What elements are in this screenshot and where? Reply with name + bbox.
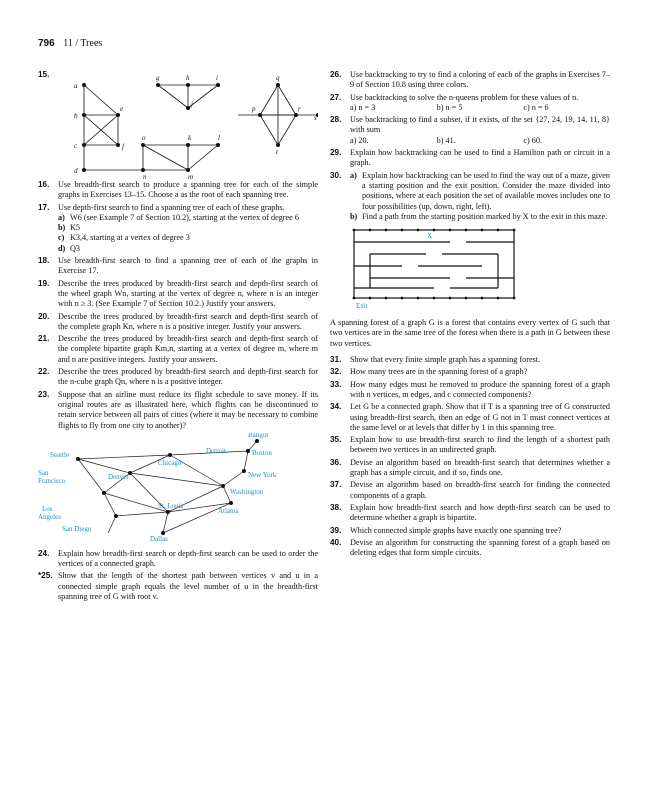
part-label: b): [58, 223, 66, 233]
exercise: [330, 171, 610, 222]
city-st-louis: St. Louis: [158, 501, 184, 510]
exercise-text: Show that every finite simple graph has a spanning forest.: [350, 355, 541, 365]
exercise-number: 28.: [330, 115, 342, 125]
exercise-number: 20.: [38, 311, 50, 321]
exercise: [38, 549, 318, 570]
exercise-number: 27.: [330, 92, 342, 102]
exercise-option: a) 20.: [350, 135, 369, 145]
city-bangor: Bangor: [248, 432, 269, 439]
exercise-text: Explain how backtracking can be used to find a Hamilton path or circuit in a graph.: [350, 148, 610, 168]
exercise-number: 17.: [38, 202, 50, 212]
city-washington: Washington: [230, 487, 264, 496]
exercise-options: [350, 136, 610, 146]
exercise-text: Show that the length of the shortest path between vertices v and u in a connected simple graph equals the level number of u in the breadth-first spanning tree of G with root v.: [58, 571, 318, 602]
exercise-text: Describe the trees produced by breadth-first search and depth-first search of the complete graph Kn, where n is a positive integer. Justify your answers.: [58, 311, 318, 331]
part-label: b): [350, 211, 358, 221]
exercise-number: 21.: [38, 334, 50, 344]
part-label: a): [350, 170, 357, 180]
exercise-text: Describe the trees produced by breadth-first search and depth-first search of the wheel graph Wn, starting at the vertex of degree n, where n is an integer with n ≥ 3. (See Example 7 of Section 10.2.) Justify your answers.: [58, 278, 318, 309]
exercise-part: [58, 213, 318, 223]
exercise-number: 39.: [330, 525, 342, 535]
exercise-options: [350, 103, 610, 113]
exercise-number: 15.: [38, 70, 50, 79]
airline-route-map: [38, 433, 318, 543]
city-detroit: Detroit: [206, 446, 226, 455]
exercise-number: 34.: [330, 402, 342, 412]
exercise-number: 23.: [38, 389, 50, 399]
city-los-angeles-2: Angeles: [38, 512, 61, 521]
exercise-number: 37.: [330, 480, 342, 490]
exercise-text: How many edges must be removed to produce the spanning forest of a graph with n vertices, m edges, and c connected components?: [350, 379, 610, 399]
exercise: [330, 115, 610, 146]
exercise-number: 18.: [38, 256, 50, 266]
part-label: a): [58, 212, 65, 222]
exercise-number: *25.: [38, 571, 53, 581]
city-boston: Boston: [252, 448, 272, 457]
exercise-number: 16.: [38, 180, 50, 189]
exercise-number: 33.: [330, 379, 342, 389]
exercise: [38, 180, 318, 201]
exercise-option: c) n = 6: [523, 102, 549, 112]
part-text: K3,4, starting at a vertex of degree 3: [70, 233, 190, 243]
maze-figure: [330, 226, 610, 312]
exercise: [38, 256, 318, 277]
right-exercises: [330, 70, 610, 222]
left-column: [38, 70, 318, 604]
exercise-part: [350, 171, 610, 212]
exercise-number: 31.: [330, 355, 342, 365]
exercise-text: Use backtracking to find a subset, if it exists, of the set {27, 24, 19, 14, 11, 8} with sum: [350, 115, 610, 135]
city-san-francisco-1: San: [38, 468, 49, 477]
graph-15: [38, 70, 318, 180]
exercise: [330, 526, 610, 536]
city-chicago: Chicago: [158, 458, 182, 467]
part-text: Q3: [70, 243, 81, 253]
exercise-text: Devise an algorithm for constructing the spanning forest of a graph based on deleting edges that form simple circuits.: [350, 537, 610, 558]
exercise: [330, 402, 610, 433]
maze-start-marker: X: [427, 232, 433, 241]
exercise: [330, 435, 610, 456]
exercise: [330, 458, 610, 479]
exercise-part: [350, 212, 610, 222]
exercise-number: 35.: [330, 435, 342, 445]
part-text: Find a path from the starting position marked by X to the exit in this maze.: [362, 211, 608, 221]
exercise-number: 29.: [330, 148, 342, 158]
exercise-15-figure: [38, 70, 318, 180]
exercise-text: Let G be a connected graph. Show that if T is a spanning tree of G constructed using breadth-first search, then an edge of G not in T must connect vertices at the same level or at levels that differ by 1 in this spanning tree.: [350, 402, 610, 432]
exercise-text: How many trees are in the spanning forest of a graph?: [350, 367, 528, 377]
exercise: [330, 380, 610, 401]
exercise-text: Suppose that an airline must reduce its flight schedule to save money. If its original routes are as illustrated here, which flights can be discontinued to retain service between all pairs of cities (where it may be necessary to combine flights to fly from one city to another)?: [58, 389, 318, 430]
label-t: t: [276, 148, 278, 156]
label-e: e: [120, 105, 124, 113]
exercise-number: 24.: [38, 548, 50, 558]
label-f: f: [122, 143, 124, 151]
right-column: [330, 70, 610, 560]
exercise: [330, 355, 610, 365]
label-i: i: [216, 74, 218, 82]
exercise: [330, 70, 610, 91]
exercise-number: 30.: [330, 170, 342, 180]
label-r: r: [298, 105, 301, 113]
exercise-text: Describe the trees produced by breadth-first search and depth-first search for the n-cube graph Qn, where n is a positive integer.: [58, 367, 318, 387]
exercise-number: 26.: [330, 70, 342, 79]
exercise-part: [58, 233, 318, 243]
exercise-number: 40.: [330, 537, 342, 547]
exercise-part: [58, 223, 318, 233]
exercise-text: Use backtracking to solve the n-queens problem for these values of n.: [350, 92, 579, 102]
exercise-text: Devise an algorithm based on breadth-first search for finding the connected components of a graph.: [350, 480, 610, 500]
city-dallas: Dallas: [150, 534, 168, 543]
label-n: n: [143, 173, 147, 180]
label-h: h: [186, 74, 190, 82]
exercise-option: a) n = 3: [350, 102, 376, 112]
label-m: m: [188, 173, 194, 180]
page-header: [38, 38, 102, 49]
exercise-text: Use depth-first search to find a spanning tree of each of these graphs.: [58, 202, 285, 212]
label-p: p: [252, 105, 256, 113]
running-title: 11 / Trees: [63, 38, 103, 49]
label-j: j: [191, 100, 193, 108]
label-l: l: [218, 134, 220, 142]
exercise-number: 38.: [330, 502, 342, 512]
city-new-york: New York: [248, 470, 277, 479]
exercise-text: Which connected simple graphs have exactly one spanning tree?: [350, 525, 562, 535]
label-o: o: [142, 134, 146, 142]
exercise-text: Use breadth-first search to find a spanning tree of each of the graphs in Exercise 17.: [58, 256, 318, 276]
left-exercises: [38, 180, 318, 431]
right-exercises-after: [330, 355, 610, 558]
page-number: 796: [38, 38, 55, 49]
exercise-text: Explain how to use breadth-first search to find the length of a shortest path between two vertices in an undirected graph.: [350, 435, 610, 455]
part-label: d): [58, 243, 66, 253]
city-seattle: Seattle: [50, 450, 70, 459]
exercise: [38, 367, 318, 388]
maze-exit-label: Exit: [356, 302, 368, 311]
exercise-number: 32.: [330, 367, 342, 377]
exercise-text: Explain how breadth-first search and how depth-first search can be used to determine whether a graph is bipartite.: [350, 502, 610, 523]
exercise-option: b) n = 5: [436, 102, 463, 112]
exercise-option: b) 41.: [436, 135, 456, 145]
label-d: d: [74, 167, 78, 175]
city-san-francisco-2: Francisco: [38, 476, 66, 485]
exercise-number: 22.: [38, 367, 50, 377]
city-atlanta: Atlanta: [218, 506, 239, 515]
exercise-text: Use breadth-first search to produce a spanning tree for each of the simple graphs in Exercises 13–15. Choose a as the root of each spanning tree.: [58, 180, 318, 200]
label-s: s: [314, 114, 317, 122]
exercise: [38, 390, 318, 431]
exercise-part: [58, 244, 318, 254]
part-label: c): [58, 233, 65, 243]
exercise: [330, 148, 610, 169]
part-text: W6 (see Example 7 of Section 10.2), starting at the vertex of degree 6: [70, 212, 299, 222]
city-denver: Denver: [108, 472, 129, 481]
left-exercises-after: [38, 549, 318, 602]
exercise-text: Describe the trees produced by breadth-first search and depth-first search of the complete bipartite graph Km,n, starting at a vertex of degree m, where m and n are positive integers. Justify your answers.: [58, 334, 318, 364]
exercise-number: 36.: [330, 457, 342, 467]
exercise: [38, 203, 318, 254]
exercise: [330, 503, 610, 524]
label-b: b: [74, 112, 78, 120]
part-text: Explain how backtracking can be used to find the way out of a maze, given a starting position and the exit position. Consider the maze divided into positions, where at each position the set of available moves includes one to four possibilities (up, down, right, left).: [362, 170, 610, 211]
exercise-number: 19.: [38, 278, 50, 288]
exercise: [38, 279, 318, 310]
exercise: [38, 334, 318, 365]
exercise-text: Use backtracking to try to find a coloring of each of the graphs in Exercises 7–9 of Section 10.8 using three colors.: [350, 70, 610, 90]
exercise: [38, 312, 318, 333]
exercise-option: c) 60.: [523, 135, 542, 145]
exercise: [38, 571, 318, 602]
exercise-text: Explain how breadth-first search or depth-first search can be used to order the vertices of a connected graph.: [58, 548, 318, 569]
label-k: k: [188, 134, 192, 142]
city-san-diego: San Diego: [62, 524, 92, 533]
city-los-angeles-1: Los: [42, 504, 53, 513]
label-q: q: [276, 74, 280, 82]
exercise: [330, 480, 610, 501]
spanning-forest-definition: A spanning forest of a graph G is a forest that contains every vertex of G such that two vertices are in the same tree of the forest when there is a path in G between these two vertices.: [330, 318, 610, 348]
exercise: [330, 93, 610, 114]
label-c: c: [74, 142, 78, 150]
label-g: g: [156, 74, 160, 82]
label-a: a: [74, 82, 78, 90]
exercise: [330, 367, 610, 377]
exercise: [330, 538, 610, 559]
part-text: K5: [70, 223, 81, 233]
exercise-text: Devise an algorithm based on breadth-first search that determines whether a graph has a simple circuit, and if so, finds one.: [350, 457, 610, 478]
